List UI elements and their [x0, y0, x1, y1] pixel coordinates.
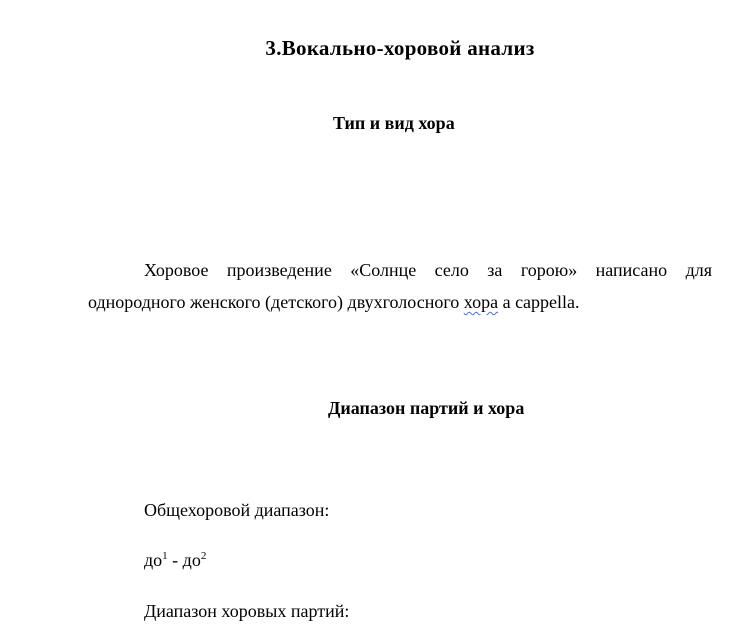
paragraph-text: однородного женского (детского) двухголосного — [88, 292, 464, 312]
parts-range-label: Диапазон хоровых партий: — [144, 601, 350, 621]
subheading-choir-type: Тип и вид хора — [333, 113, 455, 133]
section-title: 3.Вокально-хоровой анализ — [265, 36, 535, 60]
range-separator: - — [167, 550, 183, 570]
paragraph-line-1: Хоровое произведение «Солнце село за горою» написано для — [144, 260, 712, 280]
range-note-start: до — [144, 550, 163, 570]
overall-range-label: Общехоровой диапазон: — [144, 500, 330, 520]
range-octave-end: 2 — [200, 550, 207, 562]
range-note-end: до — [182, 550, 201, 570]
range-octave-start: 1 — [162, 550, 168, 562]
paragraph-text-end: a cappella. — [498, 292, 580, 312]
subheading-range: Диапазон партий и хора — [328, 398, 525, 418]
range-value — [144, 550, 206, 571]
paragraph-line-2 — [88, 286, 580, 318]
spellcheck-flagged-word[interactable]: хора — [463, 292, 499, 312]
